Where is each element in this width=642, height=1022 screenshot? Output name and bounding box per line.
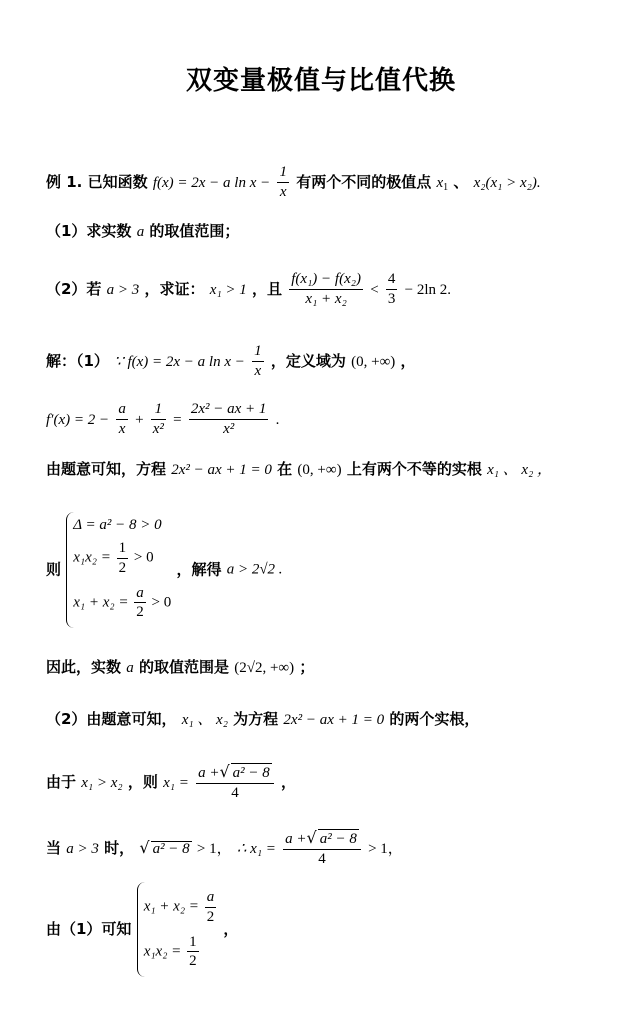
from1-lead: 由（1）可知 bbox=[46, 920, 132, 938]
since-lhs: x₁ = bbox=[163, 774, 189, 791]
when-sqrt: √ a² − 8 bbox=[139, 837, 190, 857]
system1-result: a > 2√2 . bbox=[226, 561, 283, 578]
eq-lead: 由题意可知，方程 bbox=[46, 460, 167, 478]
deriv-frac-a-x: $\frac{a}{x}$ bbox=[118, 401, 126, 437]
q2-and: ，且 bbox=[252, 279, 283, 298]
when-line bbox=[46, 828, 403, 869]
question-2 bbox=[46, 270, 451, 309]
p2-mid: 为方程 bbox=[233, 710, 279, 728]
sol1-lead: 解：（1） bbox=[46, 351, 109, 370]
eq-tail: 上有两个不等的实根 bbox=[346, 460, 482, 478]
example-mid: 有两个不同的极值点 bbox=[296, 172, 432, 191]
system1-lead: 则 bbox=[46, 560, 62, 579]
equation-line bbox=[46, 462, 552, 478]
q1-var: a bbox=[136, 224, 145, 240]
system1-solve: ，解得 bbox=[176, 560, 222, 579]
separator: 、 bbox=[453, 172, 469, 191]
since-end: ， bbox=[281, 772, 297, 791]
therefore-line bbox=[46, 660, 314, 676]
p2-tail: 的两个实根， bbox=[389, 710, 480, 728]
when-gt: > 1， bbox=[196, 840, 232, 857]
therefore-range: (2√2, +∞) bbox=[234, 660, 295, 676]
since-cond: x₁ > x₂ bbox=[81, 774, 123, 791]
var-x1: $x_1$ bbox=[436, 174, 449, 193]
from-1-line bbox=[46, 882, 238, 977]
derivative-line bbox=[46, 400, 279, 439]
eq-roots: x₁ 、 x₂ ， bbox=[487, 462, 553, 478]
system1-row3: x₁ + x₂ = $\frac{a}{2}$ > 0 bbox=[73, 584, 172, 621]
p2-lead: （2）由题意可知， bbox=[46, 710, 177, 728]
q2-tail: − 2ln 2. bbox=[404, 281, 452, 298]
when-mid: 时， bbox=[104, 838, 135, 857]
system-2 bbox=[137, 882, 219, 977]
solution-1 bbox=[46, 342, 416, 381]
p2-eq: 2x² − ax + 1 = 0 bbox=[283, 712, 385, 728]
since-mid: ，则 bbox=[127, 772, 158, 791]
therefore-mid: 的取值范围是 bbox=[138, 658, 229, 676]
therefore-lead: 因此，实数 bbox=[46, 658, 122, 676]
when-end: > 1， bbox=[368, 840, 403, 857]
deriv-frac-1-x2: $\frac{1}{\text{x²}}$ bbox=[152, 401, 164, 437]
when-therefore: ∴ x₁ = bbox=[236, 840, 276, 857]
q2-main-fraction: $\frac{\text{f(x₁) − f(x₂)}}{\text{x₁ + x₂}}$ bbox=[291, 271, 361, 307]
eq-mid: 在 bbox=[277, 460, 293, 478]
q2-mid: ，求证： bbox=[144, 279, 205, 298]
deriv-plus: + bbox=[135, 411, 144, 428]
q2-lt: < bbox=[370, 281, 379, 298]
sol1-fraction: $\frac{1}{x}$ bbox=[254, 343, 262, 379]
eq-quadratic: 2x² − ax + 1 = 0 bbox=[171, 462, 272, 478]
system-1 bbox=[66, 512, 171, 628]
q1-lead: （1）求实数 bbox=[46, 222, 132, 240]
when-fraction: $\frac{\text{a +√ a² − 8}}{4}$ bbox=[283, 828, 361, 869]
fraction-one-over-x: $\frac{1}{x}$ bbox=[279, 164, 287, 200]
when-lead: 当 bbox=[46, 838, 62, 857]
sol1-mid: ，定义域为 bbox=[270, 351, 346, 370]
q1-tail: 的取值范围； bbox=[149, 222, 240, 240]
page-title: 双变量极值与比值代换 bbox=[185, 66, 456, 96]
eq-interval: (0, +∞) bbox=[297, 462, 342, 478]
sol1-end: ， bbox=[400, 351, 416, 370]
sol1-domain: (0, +∞) bbox=[351, 353, 396, 370]
system1-row1: Δ = a² − 8 > 0 bbox=[73, 517, 162, 533]
therefore-var: a bbox=[126, 660, 134, 676]
since-lead: 由于 bbox=[46, 772, 77, 791]
q2-lead: （2）若 bbox=[46, 279, 102, 298]
part-2-line bbox=[46, 712, 479, 728]
function-definition: f(x) = 2x − a ln x − bbox=[152, 174, 271, 191]
example-lead: 例 1. 已知函数 bbox=[46, 172, 148, 191]
q2-four-thirds: $\frac{4}{3}$ bbox=[387, 271, 396, 307]
deriv-eq: = bbox=[173, 411, 182, 428]
system1-row2: x₁x₂ = $\frac{1}{2}$ > 0 bbox=[73, 540, 154, 576]
sol1-expr: ∵ f(x) = 2x − a ln x − bbox=[114, 353, 245, 370]
deriv-lhs: f′(x) = 2 − bbox=[46, 411, 110, 428]
from1-end: ， bbox=[223, 920, 239, 938]
when-cond: a > 3 bbox=[66, 840, 99, 857]
p2-roots: x₁ 、 x₂ bbox=[181, 712, 228, 728]
since-line bbox=[46, 762, 296, 803]
q2-condition: a > 3 bbox=[106, 281, 140, 298]
deriv-frac-result: $\frac{\text{2x² − ax + 1}}{\text{x²}}$ bbox=[190, 401, 267, 437]
system2-row2: x₁x₂ = $\frac{1}{2}$ bbox=[143, 933, 197, 970]
q2-claim: x₁ > 1 bbox=[209, 281, 247, 298]
example-statement bbox=[46, 163, 541, 202]
therefore-end: ； bbox=[299, 658, 315, 676]
question-1 bbox=[46, 224, 239, 240]
since-fraction: $\frac{\text{a +√ a² − 8}}{4}$ bbox=[196, 762, 274, 803]
deriv-end: . bbox=[275, 411, 280, 428]
system2-row1: x₁ + x₂ = $\frac{a}{2}$ bbox=[143, 889, 215, 925]
var-x2-condition: x₂(x₁ > x₂). bbox=[473, 174, 541, 191]
system-1-line bbox=[46, 512, 283, 628]
